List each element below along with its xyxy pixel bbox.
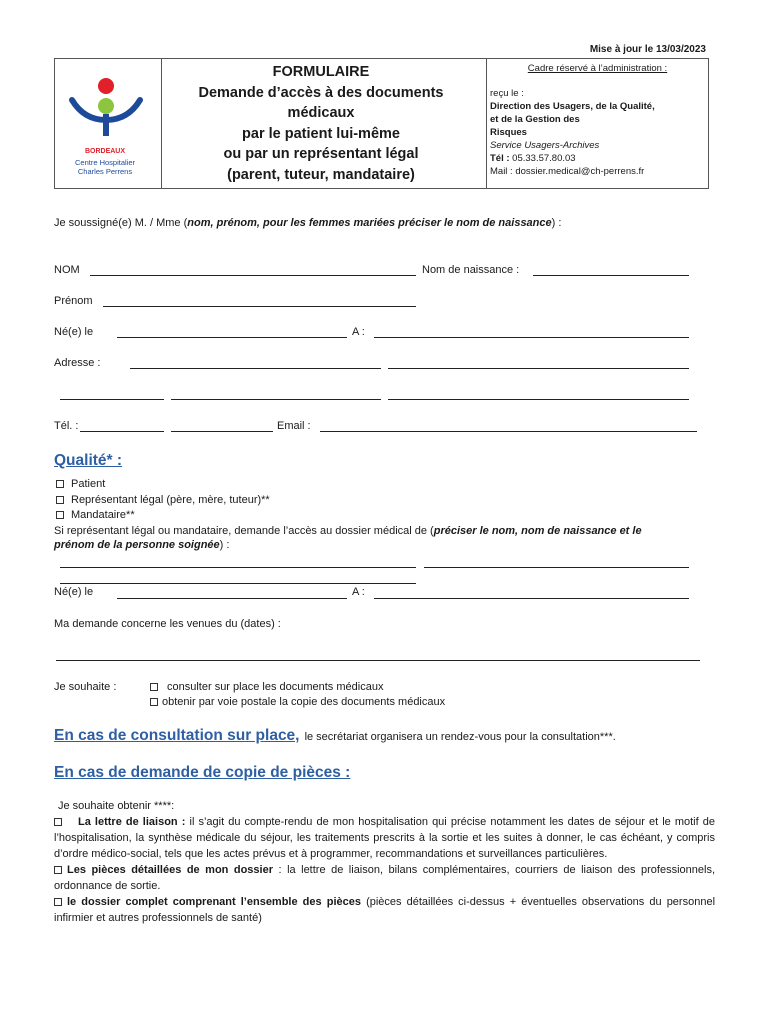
adresse-field-4[interactable]	[171, 399, 381, 400]
copie-options	[54, 814, 715, 926]
hospital-logo	[62, 68, 152, 178]
qualite-option-label: Mandataire**	[71, 509, 135, 521]
checkbox-icon[interactable]	[150, 683, 158, 691]
copie-option-pieces-text: : la lettre de liaison, bilans complémentaires, courriers de liaison des professionnels, ordonnance de sortie.	[54, 864, 715, 892]
copie-intro: Je souhaite obtenir ****:	[58, 800, 175, 812]
header-divider-right	[486, 59, 487, 188]
nom-label: NOM	[54, 264, 80, 276]
representant-instruction-c: prénom de la personne soignée	[54, 539, 220, 551]
patient-a-label: A :	[352, 586, 365, 598]
a-field[interactable]	[374, 337, 689, 338]
qualite-option-mandataire[interactable]	[56, 508, 270, 524]
qualite-option-label: Représentant légal (père, mère, tuteur)**	[71, 493, 270, 506]
checkbox-icon[interactable]	[54, 866, 62, 874]
identity-intro	[54, 217, 714, 229]
patient-a-field[interactable]	[374, 598, 689, 599]
admin-direction-2: et de la Gestion des	[490, 114, 580, 125]
venues-field[interactable]	[56, 660, 700, 661]
patient-ne-le-label: Né(e) le	[54, 586, 94, 598]
adresse-field-5[interactable]	[388, 399, 689, 400]
ne-le-field[interactable]	[117, 337, 347, 338]
admin-box	[490, 62, 705, 178]
admin-tel-label: Tél :	[490, 153, 510, 164]
souhaite-option-label: consulter sur place les documents médicaux	[167, 681, 384, 693]
checkbox-icon[interactable]	[54, 818, 62, 826]
admin-tel	[490, 152, 705, 165]
representant-instruction-2	[54, 539, 229, 551]
patient-name-field-3[interactable]	[60, 583, 416, 584]
qualite-options	[56, 477, 270, 524]
admin-direction-3: Risques	[490, 127, 527, 138]
nom-field[interactable]	[90, 275, 416, 276]
copie-option-lettre[interactable]	[54, 814, 715, 862]
nom-naissance-field[interactable]	[533, 275, 689, 276]
admin-service: Service Usagers-Archives	[490, 140, 600, 151]
logo-line-3: Charles Perrens	[77, 167, 133, 176]
admin-received: reçu le :	[490, 88, 524, 99]
copie-option-lettre-text: il s’agit du compte-rendu de mon hospitalisation qui précise notamment les dates de séjour et le motif de l’hospitalisation, la synthèse médicale du séjour, les traitements prescrits à la sortie et les suites à donner, le cas échéant, y compris d’ordre médico-social, tels que les actes prévus et à programmer, recommandations et surveillances particulières.	[54, 816, 715, 860]
adresse-field-3[interactable]	[60, 399, 164, 400]
tel-field-1[interactable]	[80, 431, 164, 432]
patient-name-field-2[interactable]	[424, 567, 689, 568]
representant-instruction-d: ) :	[219, 539, 230, 551]
form-title-line-1: FORMULAIRE	[272, 64, 370, 80]
nom-naissance-label: Nom de naissance :	[422, 264, 520, 276]
identity-intro-c: ) :	[551, 217, 562, 229]
tel-label: Tél. :	[54, 420, 79, 432]
admin-mail: Mail : dossier.medical@ch-perrens.fr	[490, 166, 645, 177]
representant-instruction-b: préciser le nom, nom de naissance et le	[433, 525, 642, 537]
form-title-line-3: médicaux	[287, 105, 355, 121]
prenom-field[interactable]	[103, 306, 416, 307]
form-title	[162, 62, 480, 185]
checkbox-icon[interactable]	[150, 698, 158, 706]
checkbox-icon[interactable]	[54, 898, 62, 906]
souhaite-option-consulter[interactable]	[150, 680, 445, 695]
email-label: Email :	[277, 420, 311, 432]
copie-option-pieces-title: Les pièces détaillées de mon dossier	[67, 864, 274, 876]
copie-option-lettre-title: La lettre de liaison :	[78, 816, 186, 828]
identity-intro-a: Je soussigné(e) M. / Mme (	[54, 217, 188, 229]
souhaite-options	[150, 680, 445, 710]
update-date: Mise à jour le 13/03/2023	[589, 44, 706, 55]
form-title-line-2: Demande d’accès à des documents	[198, 84, 444, 101]
consultation-text: le secrétariat organisera un rendez-vous pour la consultation***.	[304, 731, 616, 743]
admin-tel-value: 05.33.57.80.03	[512, 153, 576, 164]
souhaite-label: Je souhaite :	[54, 681, 117, 693]
qualite-option-label: Patient	[71, 478, 106, 490]
form-title-line-4: par le patient lui-même	[242, 125, 400, 142]
admin-title: Cadre réservé à l’administration :	[527, 63, 668, 74]
copie-option-complet-title: le dossier complet comprenant l’ensemble des pièces	[67, 896, 361, 908]
checkbox-icon[interactable]	[56, 496, 64, 504]
patient-ne-le-field[interactable]	[117, 598, 347, 599]
checkbox-icon[interactable]	[56, 511, 64, 519]
representant-instruction	[54, 523, 714, 539]
consultation-heading: En cas de consultation sur place,	[54, 727, 300, 744]
venues-label: Ma demande concerne les venues du (dates) :	[54, 618, 281, 630]
copie-heading: En cas de demande de copie de pièces :	[54, 764, 351, 781]
logo-line-2: Centre Hospitalier	[74, 158, 136, 167]
form-title-line-6: (parent, tuteur, mandataire)	[227, 166, 415, 183]
copie-option-complet[interactable]	[54, 894, 715, 926]
prenom-label: Prénom	[54, 295, 93, 307]
admin-direction-1: Direction des Usagers, de la Qualité,	[490, 101, 655, 112]
qualite-heading: Qualité* :	[54, 452, 123, 469]
consultation-block	[54, 727, 616, 745]
ne-le-label: Né(e) le	[54, 326, 94, 338]
form-title-line-5: ou par un représentant légal	[223, 146, 419, 162]
patient-name-field-1[interactable]	[60, 567, 416, 568]
logo-figure-icon	[62, 68, 152, 144]
qualite-option-representant[interactable]	[56, 493, 270, 509]
logo-line-1: BORDEAUX	[84, 148, 126, 155]
identity-intro-b: nom, prénom, pour les femmes mariées préciser le nom de naissance	[187, 217, 552, 229]
tel-field-2[interactable]	[171, 431, 273, 432]
adresse-field-2[interactable]	[388, 368, 689, 369]
souhaite-option-postale[interactable]	[150, 695, 445, 710]
representant-instruction-a: Si représentant légal ou mandataire, demande l’accès au dossier médical de (	[54, 525, 434, 537]
copie-option-complet-text: (pièces détaillées ci-dessus + éventuelles observations du personnel infirmier et autres professionnels de santé)	[54, 896, 716, 924]
email-field[interactable]	[320, 431, 697, 432]
souhaite-option-label: obtenir par voie postale la copie des documents médicaux	[162, 696, 446, 708]
checkbox-icon[interactable]	[56, 480, 64, 488]
copie-option-pieces[interactable]	[54, 862, 715, 894]
adresse-field-1[interactable]	[130, 368, 381, 369]
qualite-option-patient[interactable]	[56, 477, 270, 493]
adresse-label: Adresse :	[54, 357, 101, 369]
a-label: A :	[352, 326, 365, 338]
